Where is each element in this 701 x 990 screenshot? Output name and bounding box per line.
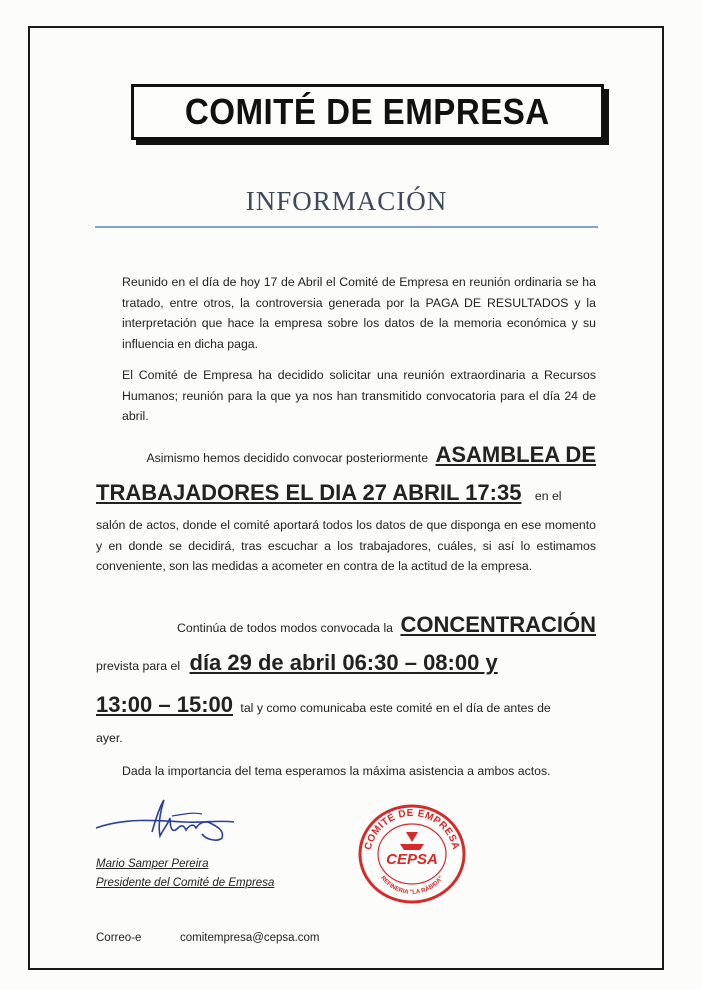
concentration-heading: CONCENTRACIÓN <box>400 612 596 637</box>
stamp-logo-icon <box>400 832 424 850</box>
paragraph-3-line-1 <box>96 442 596 468</box>
paragraph-4-line-2 <box>96 650 596 676</box>
contact-label: Correo-e <box>96 932 142 944</box>
page-title: COMITÉ DE EMPRESA <box>185 91 550 132</box>
paragraph-4-line-3 <box>96 692 596 718</box>
paragraph-3-line-2 <box>96 480 596 506</box>
paragraph-4-line-1 <box>96 612 596 638</box>
subtitle-rule <box>95 226 598 228</box>
paragraph-1 <box>96 272 596 354</box>
assembly-heading-part-2: TRABAJADORES EL DIA 27 ABRIL 17:35 <box>96 480 522 505</box>
paragraph-4-after: tal y como comunicaba este comité en el día de antes de <box>240 701 551 715</box>
paragraph-3-rest <box>96 515 596 577</box>
paragraph-4-prevista: prevista para el <box>96 659 181 673</box>
assembly-heading-part-1: ASAMBLEA DE <box>435 442 596 467</box>
svg-text:REFINERIA "LA RÁBIDA" <box>379 875 444 896</box>
paragraph-5 <box>96 761 596 782</box>
handwritten-signature <box>94 798 264 848</box>
stamp-brand: CEPSA <box>386 851 438 868</box>
signer-role: Presidente del Comité de Empresa <box>96 877 275 889</box>
company-stamp <box>356 802 468 906</box>
paragraph-3-intro: Asimismo hemos decidido convocar posteriormente <box>146 451 429 465</box>
paragraph-2-text: El Comité de Empresa ha decidido solicitar una reunión extraordinaria a Recursos Humanos; reunión para la que ya nos han transmitido convocatoria para el día 24 de abril. <box>122 368 596 424</box>
paragraph-5-text: Dada la importancia del tema esperamos la máxima asistencia a ambos actos. <box>122 764 551 778</box>
stamp-bottom-text: REFINERIA "LA RÁBIDA" <box>379 875 445 896</box>
paragraph-3-rest-text: salón de actos, donde el comité aportará todos los datos de que disponga en ese momento y en donde se decidirá, tras escuchar a los trabajadores, cuáles, si así lo estimamos conveniente, son las medidas a acometer en contra de la actitud de la empresa. <box>96 518 596 574</box>
concentration-date: día 29 de abril 06:30 – 08:00 y <box>189 650 498 675</box>
paragraph-4-end: ayer. <box>96 731 123 745</box>
contact-email: comitempresa@cepsa.com <box>180 932 320 944</box>
title-box <box>131 84 604 140</box>
paragraph-3-after-heading: en el <box>534 489 562 503</box>
paragraph-1-text: Reunido en el día de hoy 17 de Abril el Comité de Empresa en reunión ordinaria se ha tratado, entre otros, la controversia generada por la PAGA DE RESULTADOS y la interpretación que hace la empresa sobre los datos de la memoria económica y su influencia en dicha paga. <box>122 275 596 351</box>
stamp-top-text: COMITÉ DE EMPRESA <box>362 807 462 852</box>
page-subtitle: INFORMACIÓN <box>245 186 448 216</box>
concentration-time: 13:00 – 15:00 <box>96 692 233 717</box>
paragraph-2 <box>96 365 596 427</box>
signer-name: Mario Samper Pereira <box>96 858 209 870</box>
paragraph-4-intro: Continúa de todos modos convocada la <box>176 621 394 635</box>
